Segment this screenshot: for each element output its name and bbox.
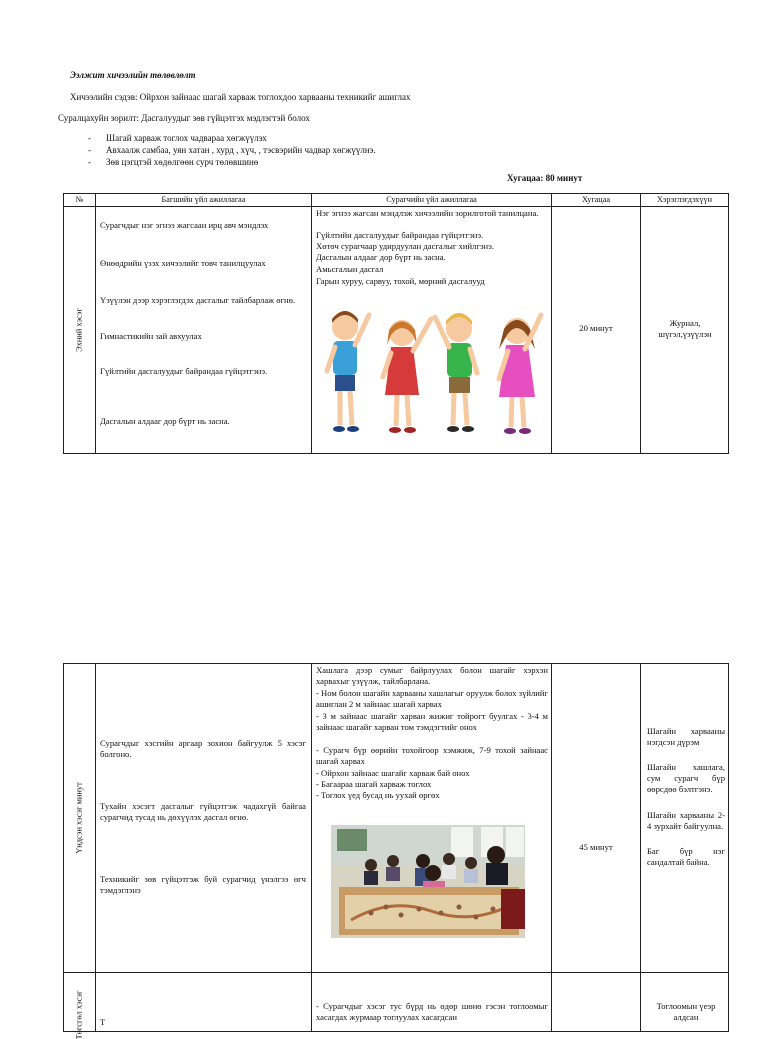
teacher-text: Техникийг зөв гүйцэтгэж буй сурагчид үнэлгээ өгч тэмдэглэнэ	[100, 874, 306, 896]
stage-cell	[63, 972, 96, 1039]
teacher-text: Сурагчдыг хэсгийн аргаар зохион байгуулж 5 хэсэг болгоно.	[100, 738, 306, 760]
header-time: Хугацаа	[551, 193, 641, 207]
header-teacher: Багшийн үйл ажиллагаа	[95, 193, 312, 207]
student-text: Амьсгалын дасгал	[316, 264, 384, 274]
student-text: - 3 м зайнаас шагайг харван жижиг тойрогт буулгах - 3-4 м зайнаас шагайг харван том тэмдэгтийг онох	[316, 711, 548, 733]
student-text: - Тоглох үед бусад нь уухай өргөх	[316, 790, 440, 800]
time-cell	[551, 972, 641, 1032]
lesson-topic: Хичээлийн сэдэв: Ойрхон зайнаас шагай харваж тоглохдоо харвааны техникийг ашиглах	[70, 92, 411, 102]
learning-goal: Суралцахуйн зорилт: Дасгалуудыг зөв гүйцэтгэх мэдлэгтэй болох	[58, 113, 310, 123]
stage-label: Төгсгөл хэсэг	[74, 990, 84, 1039]
time-cell	[551, 663, 641, 973]
materials-cell	[640, 663, 729, 973]
student-text: - Ойрхон зайнаас шагайг харваж бай онох	[316, 768, 470, 778]
kids-illustration	[319, 305, 547, 440]
teacher-text: Гүйлтийн дасгалуудыг байрандаа гүйцэтгэнэ.	[100, 366, 268, 376]
teacher-text: Сурагчдыг нэг эгнээ жагсаан ирц авч мэндлэх	[100, 220, 269, 230]
teacher-cell	[95, 663, 312, 973]
goal-list	[88, 133, 548, 169]
materials-text: Журнал, шүгэл,үзүүлэн	[658, 318, 712, 340]
time-cell	[551, 206, 641, 454]
student-text: Гарын хуруу, сарвуу, тохой, мөрний дасгалууд	[316, 276, 485, 286]
teacher-text: Т	[100, 1017, 106, 1027]
student-text: - Багаараа шагай харваж тоглох	[316, 779, 432, 789]
stage-cell	[63, 663, 96, 973]
header-materials: Хэрэглэгдэхүүн	[640, 193, 729, 207]
student-text: - Ном болон шагайн харвааны хашлагыг оруулж болох зүйлийг ашиглан 2 м зайнаас шагай харвах	[316, 688, 548, 710]
teacher-text: Дасгалын алдааг дор бүрт нь засна.	[100, 416, 230, 426]
kid-blue	[327, 311, 369, 432]
teacher-text: Тухайн хэсэгт дасгалыг гүйцэтгэж чадахгүй байгаа сурагчид тусад нь дөхүүлэх дасгал өгнө.	[100, 801, 306, 823]
materials-text: Баг бүр нэг сандалтай байна.	[647, 846, 725, 868]
teacher-text: Өнөөдрийн үзэх хичээлийг товч танилцуулах	[100, 258, 266, 268]
goal-item: - Шагай харваж тоглох чадвараа хөгжүүлэх	[88, 133, 548, 145]
materials-cell	[640, 972, 729, 1032]
goal-item: - Зөв цэгцтэй хөдөлгөөн сурч төлөвшинө	[88, 157, 548, 169]
header-number: №	[63, 193, 96, 207]
header-student: Сурагчийн үйл ажиллагаа	[311, 193, 552, 207]
page-heading: Ээлжит хичээлийн төлөвлөлт	[70, 70, 196, 80]
goal-item: - Авхаалж самбаа, уян хатан , хурд , хүч, , тэсвэрийн чадвар хөгжүүлнэ.	[88, 145, 548, 157]
student-text: Хөтөч сурагчаар удирдуулан дасгалыг хийлгэнэ.	[316, 241, 494, 251]
materials-cell	[640, 206, 729, 454]
stage-label: Үндсэн хэсэг минут	[74, 782, 84, 854]
total-duration: Хугацаа: 80 минут	[507, 173, 583, 183]
materials-text: Шагайн харвааны 2-4 зурхайт байгуулна.	[647, 810, 725, 832]
student-text: Гүйлтийн дасгалуудыг байрандаа гүйцэтгэнэ.	[316, 230, 484, 240]
student-text: - Сурагчдыг хэсэг тус бүрд нь өдөр шөнө гэсэн тоглоомыг хасагдах журмаар тоглуулах хасагдсан	[316, 1001, 548, 1023]
kid-red	[383, 319, 431, 433]
student-cell	[311, 972, 552, 1032]
kid-green	[435, 313, 477, 432]
teacher-cell	[95, 972, 312, 1032]
materials-text: Шагайн харвааны нэгдсэн дүрэм	[647, 726, 725, 748]
stage-cell	[63, 206, 96, 454]
teacher-text: Гимнастикийн зай авхуулах	[100, 331, 202, 341]
student-text: - Сурагч бүр өөрийн тохойгоор хэмжиж, 7-9 тохой зайнаас шагай харвах	[316, 745, 548, 767]
teacher-text: Үзүүлэн дээр хэрэглэгдэх дасгалыг тайлбарлаж өгнө.	[100, 295, 296, 305]
student-text: Нэг эгнээ жагсан мэндлэж хичээлийн зорилготой танилцана.	[316, 208, 539, 218]
materials-text: Тоглоомын үеэр алдсан	[656, 1001, 716, 1023]
classroom-photo	[331, 825, 525, 938]
student-text: Хашлага дээр сумыг байрлуулах болон шагайг хэрхэн харвахыг үзүүлж, тайлбарлана.	[316, 665, 548, 687]
materials-text: Шагайн хашлага, сум сурагч бүр өөрсдөө бэлтгэнэ.	[647, 762, 725, 795]
kid-pink	[499, 315, 541, 434]
stage-label: Эхний хэсэг	[74, 308, 84, 352]
student-text: Дасгалын алдааг дор бүрт нь засна.	[316, 252, 446, 262]
time-text: 45 минут	[579, 842, 613, 852]
time-text: 20 минут	[579, 323, 613, 333]
teacher-cell	[95, 206, 312, 454]
